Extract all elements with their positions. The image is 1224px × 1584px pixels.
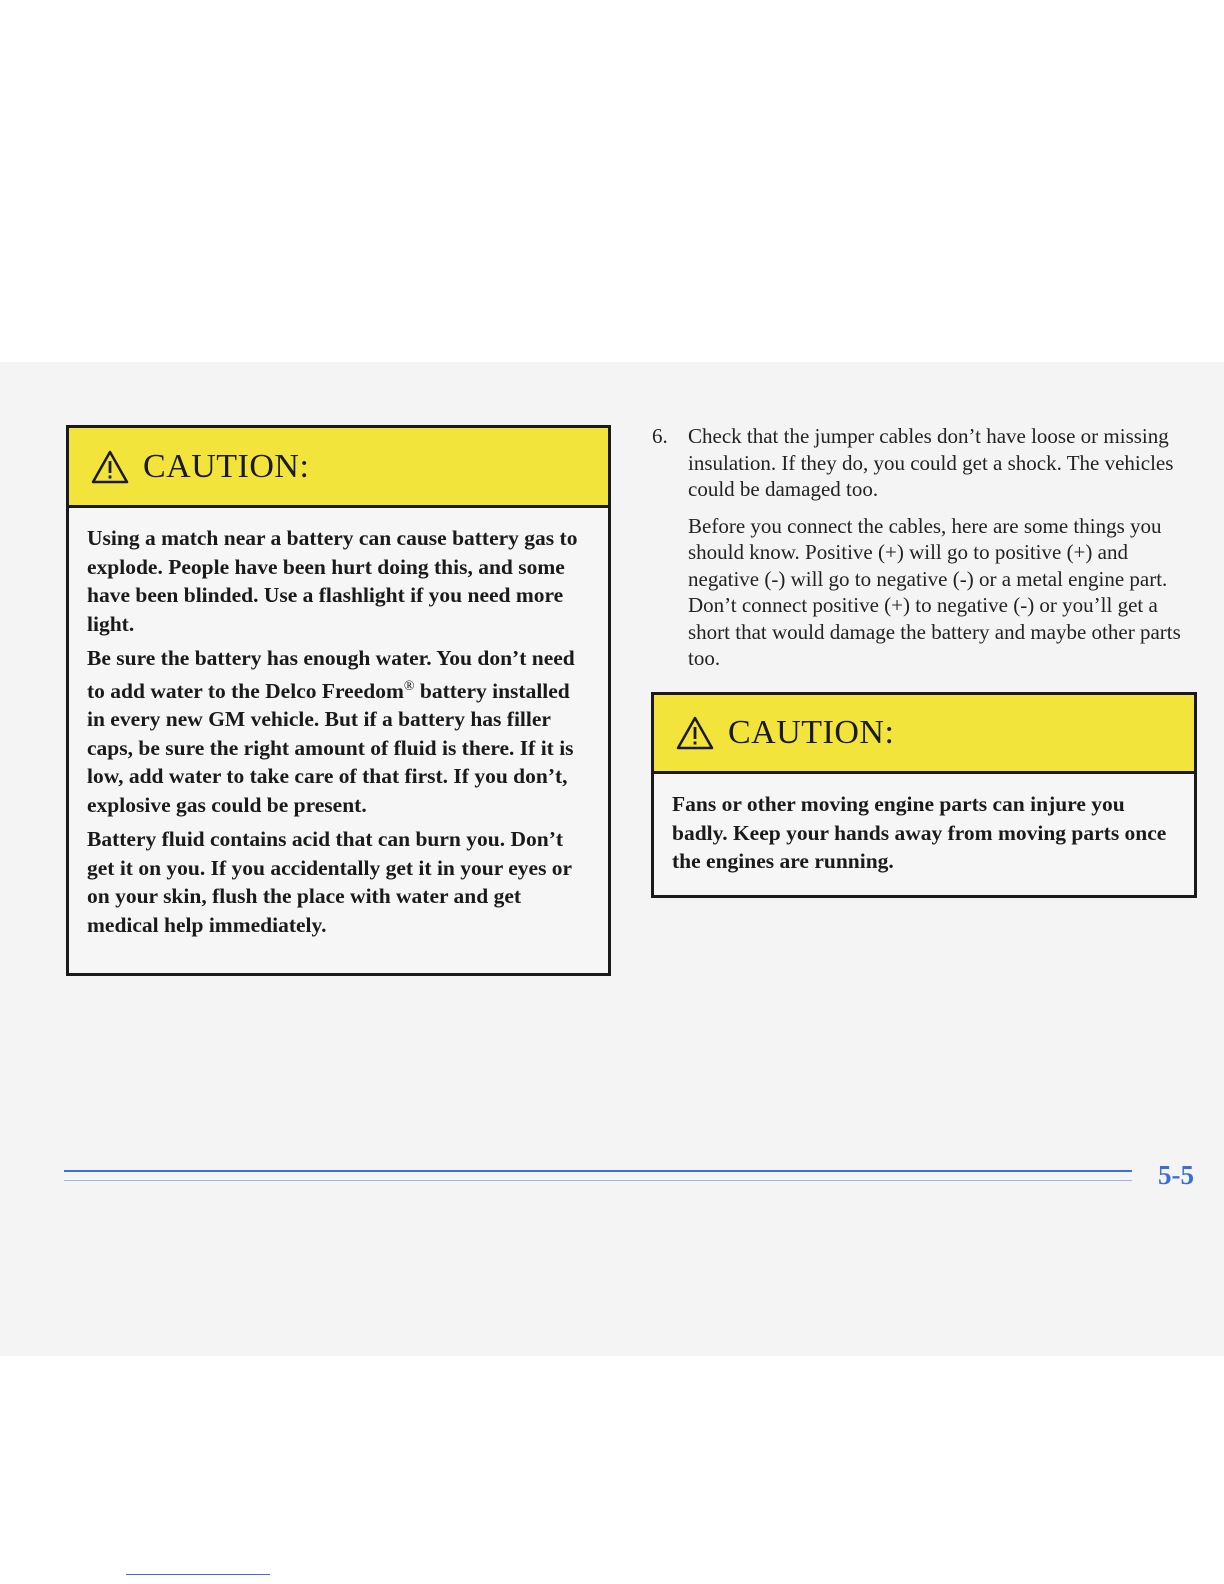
caution-box-fans	[651, 692, 1197, 898]
caution-body	[654, 774, 1194, 876]
step-followup: Before you connect the cables, here are some things you should know. Positive (+) will go to positive (+) and negative (-) will go to negative (-) or a metal engine part. Don’t connect positive (+) to negative (-) or you’ll get a short that would damage the battery and maybe other parts too.	[688, 513, 1181, 670]
caution-box-battery	[66, 425, 611, 976]
caution-title: CAUTION:	[143, 447, 310, 485]
caution-paragraph: Fans or other moving engine parts can injure you badly. Keep your hands away from moving parts once the engines are running.	[672, 792, 1167, 873]
caution-paragraph: Battery fluid contains acid that can burn you. Don’t get it on you. If you accidentally get it in your eyes or on your skin, flush the place with water and get medical help immediately.	[87, 827, 572, 937]
registered-mark: ®	[403, 678, 415, 694]
caution-title: CAUTION:	[728, 714, 895, 751]
caution-header	[69, 428, 608, 508]
step-text: Check that the jumper cables don’t have loose or missing insulation. If they do, you could get a shock. The vehicles could be damaged too.	[688, 424, 1174, 501]
caution-paragraph-part: battery installed in every new GM vehicle. But if a battery has filler caps, be sure the right amount of fluid is there. If it is low, add water to take care of that first. If you don’t, explosive gas could be present.	[87, 678, 574, 817]
footer-rule-thin	[64, 1180, 1132, 1181]
caution-body	[69, 508, 608, 939]
caution-paragraph: Using a match near a battery can cause battery gas to explode. People have been hurt doing this, and some have been blinded. Use a flashlight if you need more light.	[87, 526, 578, 636]
caution-header	[654, 695, 1194, 774]
warning-triangle-icon	[676, 716, 714, 750]
caution-paragraph	[87, 644, 590, 819]
page-number: 5-5	[1158, 1160, 1194, 1190]
footer-rule	[64, 1170, 1132, 1172]
step-6	[652, 423, 1204, 672]
warning-triangle-icon	[91, 450, 129, 484]
step-number: 6.	[652, 424, 668, 448]
bottom-line	[126, 1574, 270, 1575]
caution-paragraph-part: Be sure the battery has enough water. You don’t need to add water to the Delco Freedom	[87, 646, 575, 703]
